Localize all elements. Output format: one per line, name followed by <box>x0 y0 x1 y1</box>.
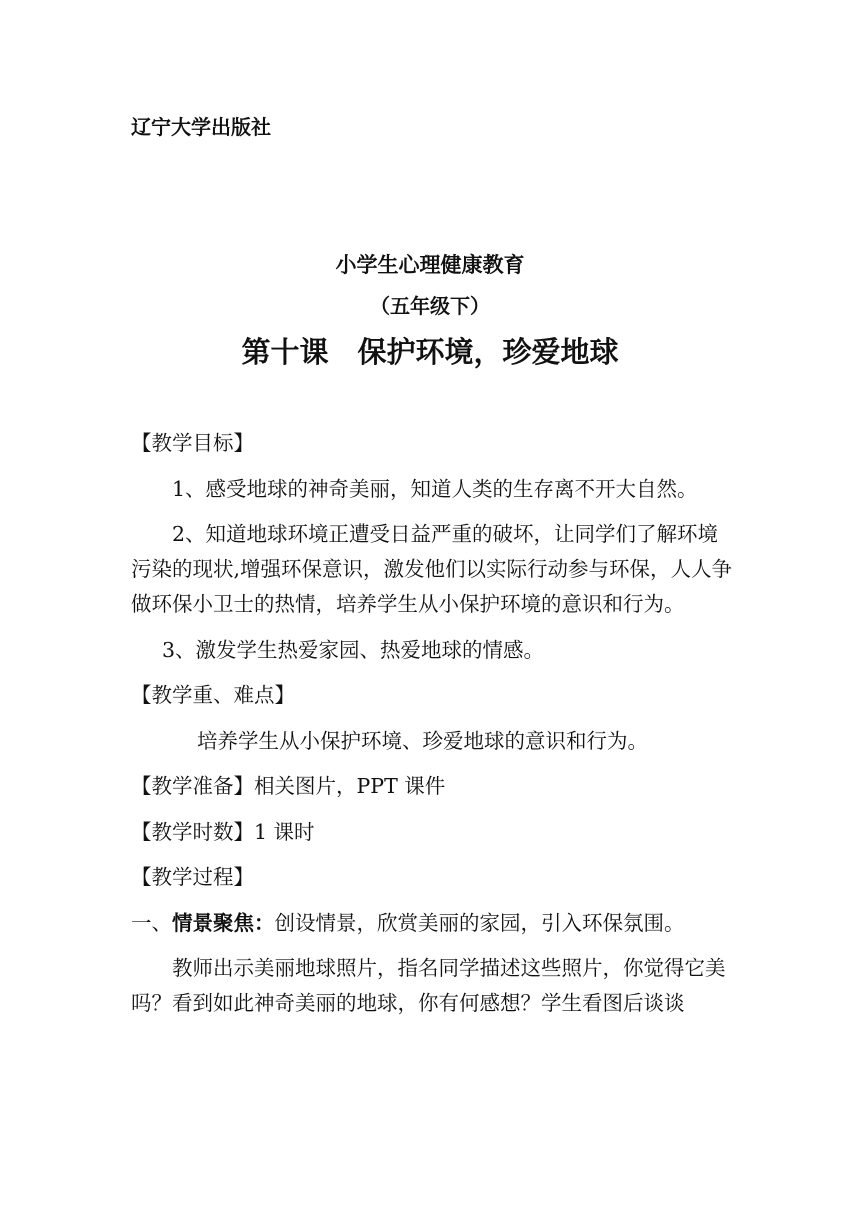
grade-label: （五年级下） <box>370 294 490 318</box>
step-1-body: 教师出示美丽地球照片，指名同学描述这些照片，你觉得它美吗？看到如此神奇美丽的地球，你有何感想？学生看图后谈谈 <box>131 956 726 1015</box>
hours-line <box>131 815 737 850</box>
series-title: 小学生心理健康教育 <box>335 253 525 277</box>
objective-2: 2、知道地球环境正遭受日益严重的破坏，让同学们了解环境污染的现状,增强环保意识，激发他们以实际行动参与环保，人人争做环保小卫士的热情，培养学生从小保护环境的意识和行为。 <box>131 522 733 616</box>
preparation-heading: 【教学准备】 <box>131 774 254 798</box>
key-points: 培养学生从小保护环境、珍爱地球的意识和行为。 <box>197 728 648 753</box>
hours-text: 1 课时 <box>254 819 315 844</box>
lesson-body <box>131 426 737 1032</box>
lesson-title: 第十课 保护环境，珍爱地球 <box>241 335 619 369</box>
hours-heading: 【教学时数】 <box>131 819 254 844</box>
step-1-text: 创设情景，欣赏美丽的家园，引入环保氛围。 <box>274 910 685 935</box>
preparation-line <box>131 769 737 804</box>
key-points-heading: 【教学重、难点】 <box>131 683 295 707</box>
objective-3: 3、激发学生热爱家园、热爱地球的情感。 <box>162 637 545 662</box>
step-1-number: 一、 <box>131 910 172 935</box>
publisher-name: 辽宁大学出版社 <box>131 115 271 139</box>
step-1-line <box>131 906 737 941</box>
objectives-heading: 【教学目标】 <box>131 431 254 455</box>
process-heading: 【教学过程】 <box>131 865 254 889</box>
preparation-text: 相关图片，PPT 课件 <box>254 774 446 798</box>
step-1-label: 情景聚焦： <box>172 910 275 935</box>
objective-1: 1、感受地球的神奇美丽，知道人类的生存离不开大自然。 <box>172 476 698 501</box>
